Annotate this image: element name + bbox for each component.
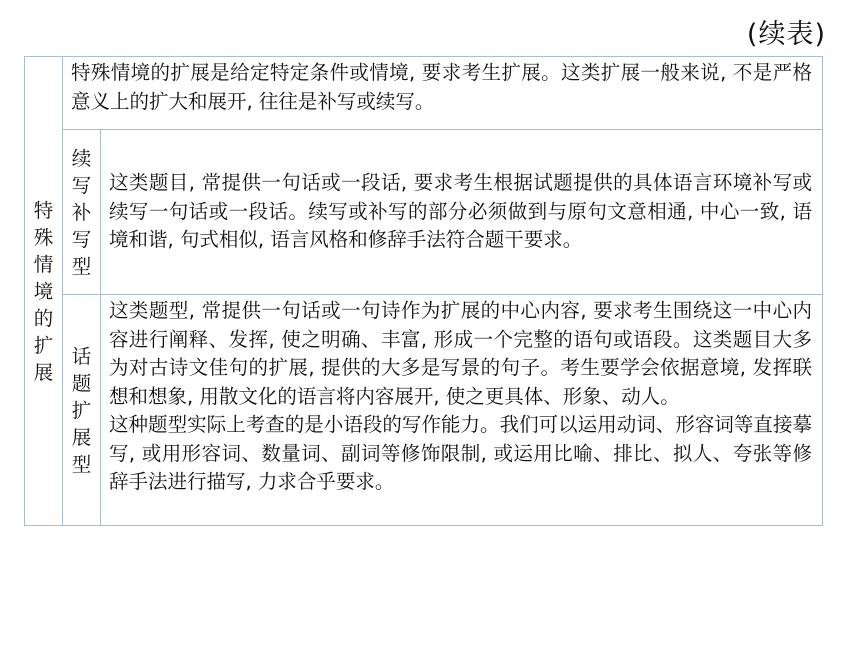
type-label-cell: 话 题 扩 展 型 (63, 295, 101, 526)
expansion-table (24, 56, 823, 526)
type-label-cell: 续 写 补 写 型 (63, 130, 101, 295)
description-cell (101, 295, 823, 526)
continuation-label: (续表) (746, 19, 826, 50)
intro-cell: 特殊情境的扩展是给定特定条件或情境, 要求考生扩展。这类扩展一般来说, 不是严格意义上的扩大和展开, 往往是补写或续写。 (63, 57, 823, 130)
description-paragraph: 这类题目, 常提供一句话或一段话, 要求考生根据试题提供的具体语言环境补写或续写一句话或一段话。续写或补写的部分必须做到与原句文意相通, 中心一致, 语境和谐, 句式相似, 语言风格和修辞手法符合题干要求。 (109, 171, 812, 252)
description-cell (101, 130, 823, 295)
table-row (25, 295, 823, 526)
table-row (25, 57, 823, 130)
table-row (25, 130, 823, 295)
description-paragraph: 这类题型, 常提供一句话或一句诗作为扩展的中心内容, 要求考生围绕这一中心内容进行阐释、发挥, 使之明确、丰富, 形成一个完整的语句或语段。这类题目大多为对古诗文佳句的扩展, 提供的大多是写景的句子。考生要学会依据意境, 发挥联想和想象, 用散文化的语言将内容展开, 使之更具体、形象、动人。 (109, 299, 812, 408)
description-paragraph: 这种题型实际上考查的是小语段的写作能力。我们可以运用动词、形容词等直接摹写, 或用形容词、数量词、副词等修饰限制, 或运用比喻、排比、拟人、夸张等修辞手法进行描写, 力求合乎要求。 (109, 413, 812, 493)
category-cell: 特 殊 情 境 的 扩 展 (25, 57, 63, 526)
